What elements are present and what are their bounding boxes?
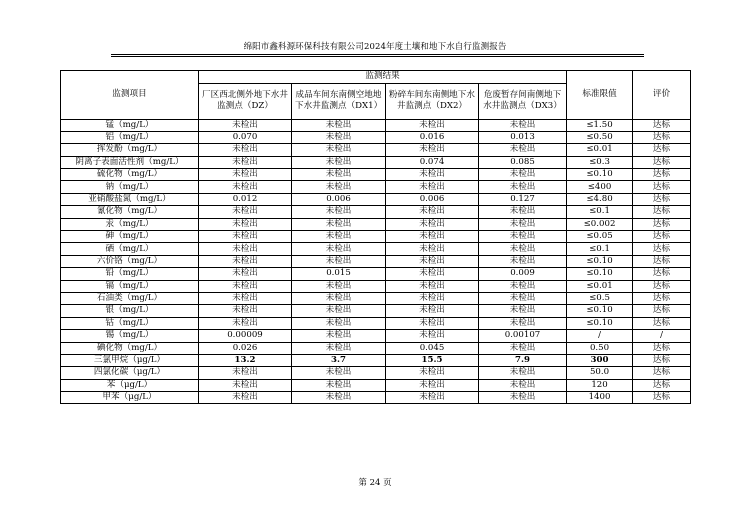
cell-item: 铅（mg/L） bbox=[61, 268, 199, 280]
cell-dx2: 未检出 bbox=[386, 392, 479, 404]
cell-dx1: 未检出 bbox=[292, 218, 386, 230]
cell-limit: ≤0.10 bbox=[567, 255, 633, 267]
cell-dx3: 未检出 bbox=[479, 169, 567, 181]
table-row bbox=[61, 156, 691, 168]
cell-eval: 达标 bbox=[633, 280, 691, 292]
cell-dz: 0.070 bbox=[199, 131, 292, 143]
cell-eval: 达标 bbox=[633, 181, 691, 193]
cell-limit: ≤0.05 bbox=[567, 231, 633, 243]
cell-item: 石油类（mg/L） bbox=[61, 292, 199, 304]
cell-dz: 0.012 bbox=[199, 193, 292, 205]
cell-dz: 未检出 bbox=[199, 379, 292, 391]
cell-eval: 达标 bbox=[633, 292, 691, 304]
table-row bbox=[61, 379, 691, 391]
cell-item: 镉（mg/L） bbox=[61, 280, 199, 292]
cell-dx3: 未检出 bbox=[479, 243, 567, 255]
cell-eval: 达标 bbox=[633, 131, 691, 143]
cell-dz: 0.00009 bbox=[199, 330, 292, 342]
cell-dx1: 未检出 bbox=[292, 119, 386, 131]
cell-dx3: 未检出 bbox=[479, 305, 567, 317]
cell-dz: 未检出 bbox=[199, 169, 292, 181]
cell-limit: 300 bbox=[567, 354, 633, 366]
cell-dx1: 3.7 bbox=[292, 354, 386, 366]
cell-dx2: 0.045 bbox=[386, 342, 479, 354]
cell-dx1: 未检出 bbox=[292, 131, 386, 143]
cell-eval: 达标 bbox=[633, 317, 691, 329]
cell-dx1: 未检出 bbox=[292, 367, 386, 379]
cell-dx3: 未检出 bbox=[479, 392, 567, 404]
cell-item: 四氯化碳（μg/L） bbox=[61, 367, 199, 379]
cell-limit: ≤0.10 bbox=[567, 268, 633, 280]
table-row bbox=[61, 144, 691, 156]
cell-limit: ≤1.50 bbox=[567, 119, 633, 131]
cell-dx1: 未检出 bbox=[292, 392, 386, 404]
cell-dx2: 0.074 bbox=[386, 156, 479, 168]
table-row bbox=[61, 181, 691, 193]
cell-dz: 0.026 bbox=[199, 342, 292, 354]
page-number: 第 24 页 bbox=[358, 478, 392, 488]
table-row bbox=[61, 218, 691, 230]
cell-item: 银（mg/L） bbox=[61, 305, 199, 317]
cell-dx2: 0.016 bbox=[386, 131, 479, 143]
cell-limit: ≤0.1 bbox=[567, 243, 633, 255]
cell-dx1: 未检出 bbox=[292, 317, 386, 329]
table-row bbox=[61, 354, 691, 366]
table-row bbox=[61, 131, 691, 143]
cell-limit: / bbox=[567, 330, 633, 342]
cell-limit: ≤400 bbox=[567, 181, 633, 193]
cell-dx1: 未检出 bbox=[292, 330, 386, 342]
cell-eval: 达标 bbox=[633, 354, 691, 366]
cell-dx1: 未检出 bbox=[292, 255, 386, 267]
cell-dx1: 未检出 bbox=[292, 379, 386, 391]
cell-eval: 达标 bbox=[633, 342, 691, 354]
cell-dx2: 未检出 bbox=[386, 330, 479, 342]
cell-dx2: 未检出 bbox=[386, 218, 479, 230]
cell-dz: 未检出 bbox=[199, 317, 292, 329]
header-monitoring-item: 监测项目 bbox=[61, 71, 199, 120]
cell-item: 甲苯（μg/L） bbox=[61, 392, 199, 404]
cell-eval: 达标 bbox=[633, 144, 691, 156]
cell-dx3: 0.127 bbox=[479, 193, 567, 205]
cell-dx1: 未检出 bbox=[292, 231, 386, 243]
cell-eval: 达标 bbox=[633, 231, 691, 243]
cell-dx3: 0.085 bbox=[479, 156, 567, 168]
cell-eval: 达标 bbox=[633, 255, 691, 267]
table-row bbox=[61, 193, 691, 205]
header-evaluation: 评价 bbox=[633, 71, 691, 120]
cell-dx3: 未检出 bbox=[479, 181, 567, 193]
cell-dz: 未检出 bbox=[199, 268, 292, 280]
cell-limit: ≤0.5 bbox=[567, 292, 633, 304]
cell-dx2: 未检出 bbox=[386, 181, 479, 193]
cell-dx1: 未检出 bbox=[292, 292, 386, 304]
cell-dz: 未检出 bbox=[199, 206, 292, 218]
table-body bbox=[61, 119, 691, 404]
cell-limit: ≤0.50 bbox=[567, 131, 633, 143]
table-row bbox=[61, 367, 691, 379]
cell-dz: 未检出 bbox=[199, 280, 292, 292]
cell-dz: 未检出 bbox=[199, 144, 292, 156]
cell-dx2: 未检出 bbox=[386, 169, 479, 181]
header-point-dx1: 成品车间东南侧空地地下水井监测点（DX1） bbox=[292, 83, 386, 119]
cell-dx2: 未检出 bbox=[386, 255, 479, 267]
cell-item: 锰（mg/L） bbox=[61, 119, 199, 131]
cell-dx1: 未检出 bbox=[292, 144, 386, 156]
cell-item: 硫化物（mg/L） bbox=[61, 169, 199, 181]
cell-item: 砷（mg/L） bbox=[61, 231, 199, 243]
cell-limit: ≤0.10 bbox=[567, 169, 633, 181]
cell-dx1: 未检出 bbox=[292, 243, 386, 255]
cell-eval: 达标 bbox=[633, 206, 691, 218]
cell-dx2: 未检出 bbox=[386, 206, 479, 218]
cell-limit: ≤0.01 bbox=[567, 280, 633, 292]
cell-dx1: 未检出 bbox=[292, 342, 386, 354]
cell-dz: 未检出 bbox=[199, 119, 292, 131]
cell-limit: ≤0.10 bbox=[567, 305, 633, 317]
cell-dz: 未检出 bbox=[199, 218, 292, 230]
cell-dx3: 未检出 bbox=[479, 292, 567, 304]
cell-limit: 120 bbox=[567, 379, 633, 391]
table-row bbox=[61, 119, 691, 131]
cell-eval: 达标 bbox=[633, 305, 691, 317]
cell-dx2: 0.006 bbox=[386, 193, 479, 205]
table-row bbox=[61, 280, 691, 292]
cell-dx1: 未检出 bbox=[292, 156, 386, 168]
cell-dx1: 未检出 bbox=[292, 169, 386, 181]
cell-item: 硒（mg/L） bbox=[61, 243, 199, 255]
header-point-dz: 厂区西北侧外地下水井监测点（DZ） bbox=[199, 83, 292, 119]
cell-dx3: 未检出 bbox=[479, 218, 567, 230]
cell-item: 三氯甲烷（μg/L） bbox=[61, 354, 199, 366]
cell-dz: 未检出 bbox=[199, 243, 292, 255]
cell-limit: ≤4.80 bbox=[567, 193, 633, 205]
table-row bbox=[61, 330, 691, 342]
table-row bbox=[61, 255, 691, 267]
cell-limit: ≤0.3 bbox=[567, 156, 633, 168]
cell-item: 亚硝酸盐氮（mg/L） bbox=[61, 193, 199, 205]
cell-dx3: 未检出 bbox=[479, 379, 567, 391]
table-row bbox=[61, 305, 691, 317]
cell-limit: ≤0.1 bbox=[567, 206, 633, 218]
cell-item: 锡（mg/L） bbox=[61, 330, 199, 342]
monitoring-results-table bbox=[60, 70, 691, 404]
cell-eval: / bbox=[633, 330, 691, 342]
cell-dx3: 0.009 bbox=[479, 268, 567, 280]
cell-limit: 1400 bbox=[567, 392, 633, 404]
cell-item: 阴离子表面活性剂（mg/L） bbox=[61, 156, 199, 168]
header-rule bbox=[111, 54, 644, 55]
header-rule-thin bbox=[111, 56, 644, 57]
cell-dx2: 15.5 bbox=[386, 354, 479, 366]
cell-dx1: 未检出 bbox=[292, 280, 386, 292]
cell-eval: 达标 bbox=[633, 169, 691, 181]
cell-dz: 未检出 bbox=[199, 231, 292, 243]
cell-dz: 未检出 bbox=[199, 392, 292, 404]
cell-dx2: 未检出 bbox=[386, 231, 479, 243]
cell-item: 六价铬（mg/L） bbox=[61, 255, 199, 267]
cell-dx2: 未检出 bbox=[386, 305, 479, 317]
cell-dx2: 未检出 bbox=[386, 119, 479, 131]
header-standard-limit: 标准限值 bbox=[567, 71, 633, 120]
cell-dx3: 未检出 bbox=[479, 255, 567, 267]
cell-item: 碘化物（mg/L） bbox=[61, 342, 199, 354]
header-monitoring-results: 监测结果 bbox=[199, 71, 567, 84]
cell-eval: 达标 bbox=[633, 243, 691, 255]
table-row bbox=[61, 268, 691, 280]
cell-dz: 未检出 bbox=[199, 255, 292, 267]
cell-dx1: 0.006 bbox=[292, 193, 386, 205]
cell-dx2: 未检出 bbox=[386, 144, 479, 156]
table-row bbox=[61, 292, 691, 304]
cell-eval: 达标 bbox=[633, 119, 691, 131]
cell-limit: ≤0.01 bbox=[567, 144, 633, 156]
cell-dz: 未检出 bbox=[199, 367, 292, 379]
table-row bbox=[61, 231, 691, 243]
table-row bbox=[61, 206, 691, 218]
cell-dx3: 未检出 bbox=[479, 144, 567, 156]
cell-limit: ≤0.002 bbox=[567, 218, 633, 230]
cell-dx3: 未检出 bbox=[479, 119, 567, 131]
table-row bbox=[61, 243, 691, 255]
cell-dx3: 未检出 bbox=[479, 231, 567, 243]
cell-eval: 达标 bbox=[633, 218, 691, 230]
cell-limit: ≤0.10 bbox=[567, 317, 633, 329]
cell-dx2: 未检出 bbox=[386, 317, 479, 329]
cell-dx3: 7.9 bbox=[479, 354, 567, 366]
cell-item: 挥发酚（mg/L） bbox=[61, 144, 199, 156]
cell-dx3: 未检出 bbox=[479, 367, 567, 379]
cell-item: 汞（mg/L） bbox=[61, 218, 199, 230]
cell-eval: 达标 bbox=[633, 193, 691, 205]
cell-dz: 未检出 bbox=[199, 156, 292, 168]
cell-dx3: 0.00107 bbox=[479, 330, 567, 342]
cell-limit: 0.50 bbox=[567, 342, 633, 354]
cell-dx1: 0.015 bbox=[292, 268, 386, 280]
cell-dz: 未检出 bbox=[199, 181, 292, 193]
cell-dz: 13.2 bbox=[199, 354, 292, 366]
cell-dx1: 未检出 bbox=[292, 305, 386, 317]
cell-eval: 达标 bbox=[633, 268, 691, 280]
cell-dz: 未检出 bbox=[199, 305, 292, 317]
cell-dx3: 0.013 bbox=[479, 131, 567, 143]
cell-item: 氰化物（mg/L） bbox=[61, 206, 199, 218]
cell-dx2: 未检出 bbox=[386, 292, 479, 304]
cell-dx1: 未检出 bbox=[292, 181, 386, 193]
table-row bbox=[61, 169, 691, 181]
cell-dx3: 未检出 bbox=[479, 206, 567, 218]
cell-dx2: 未检出 bbox=[386, 367, 479, 379]
table-row bbox=[61, 392, 691, 404]
cell-eval: 达标 bbox=[633, 156, 691, 168]
cell-dx2: 未检出 bbox=[386, 268, 479, 280]
table-row bbox=[61, 317, 691, 329]
cell-eval: 达标 bbox=[633, 392, 691, 404]
cell-dz: 未检出 bbox=[199, 292, 292, 304]
cell-item: 铝（mg/L） bbox=[61, 131, 199, 143]
cell-eval: 达标 bbox=[633, 379, 691, 391]
document-header-title: 绵阳市鑫科源环保科技有限公司2024年度土壤和地下水自行监测报告 bbox=[243, 42, 507, 52]
cell-dx3: 未检出 bbox=[479, 317, 567, 329]
cell-dx3: 未检出 bbox=[479, 280, 567, 292]
cell-item: 钠（mg/L） bbox=[61, 181, 199, 193]
header-point-dx2: 粉碎车间东南侧地下水井监测点（DX2） bbox=[386, 83, 479, 119]
cell-dx2: 未检出 bbox=[386, 280, 479, 292]
cell-dx3: 未检出 bbox=[479, 342, 567, 354]
cell-dx1: 未检出 bbox=[292, 206, 386, 218]
cell-item: 苯（μg/L） bbox=[61, 379, 199, 391]
table-row bbox=[61, 342, 691, 354]
cell-dx2: 未检出 bbox=[386, 379, 479, 391]
cell-dx2: 未检出 bbox=[386, 243, 479, 255]
cell-item: 钴（mg/L） bbox=[61, 317, 199, 329]
header-point-dx3: 危废暂存间南侧地下水井监测点（DX3） bbox=[479, 83, 567, 119]
cell-eval: 达标 bbox=[633, 367, 691, 379]
cell-limit: 50.0 bbox=[567, 367, 633, 379]
